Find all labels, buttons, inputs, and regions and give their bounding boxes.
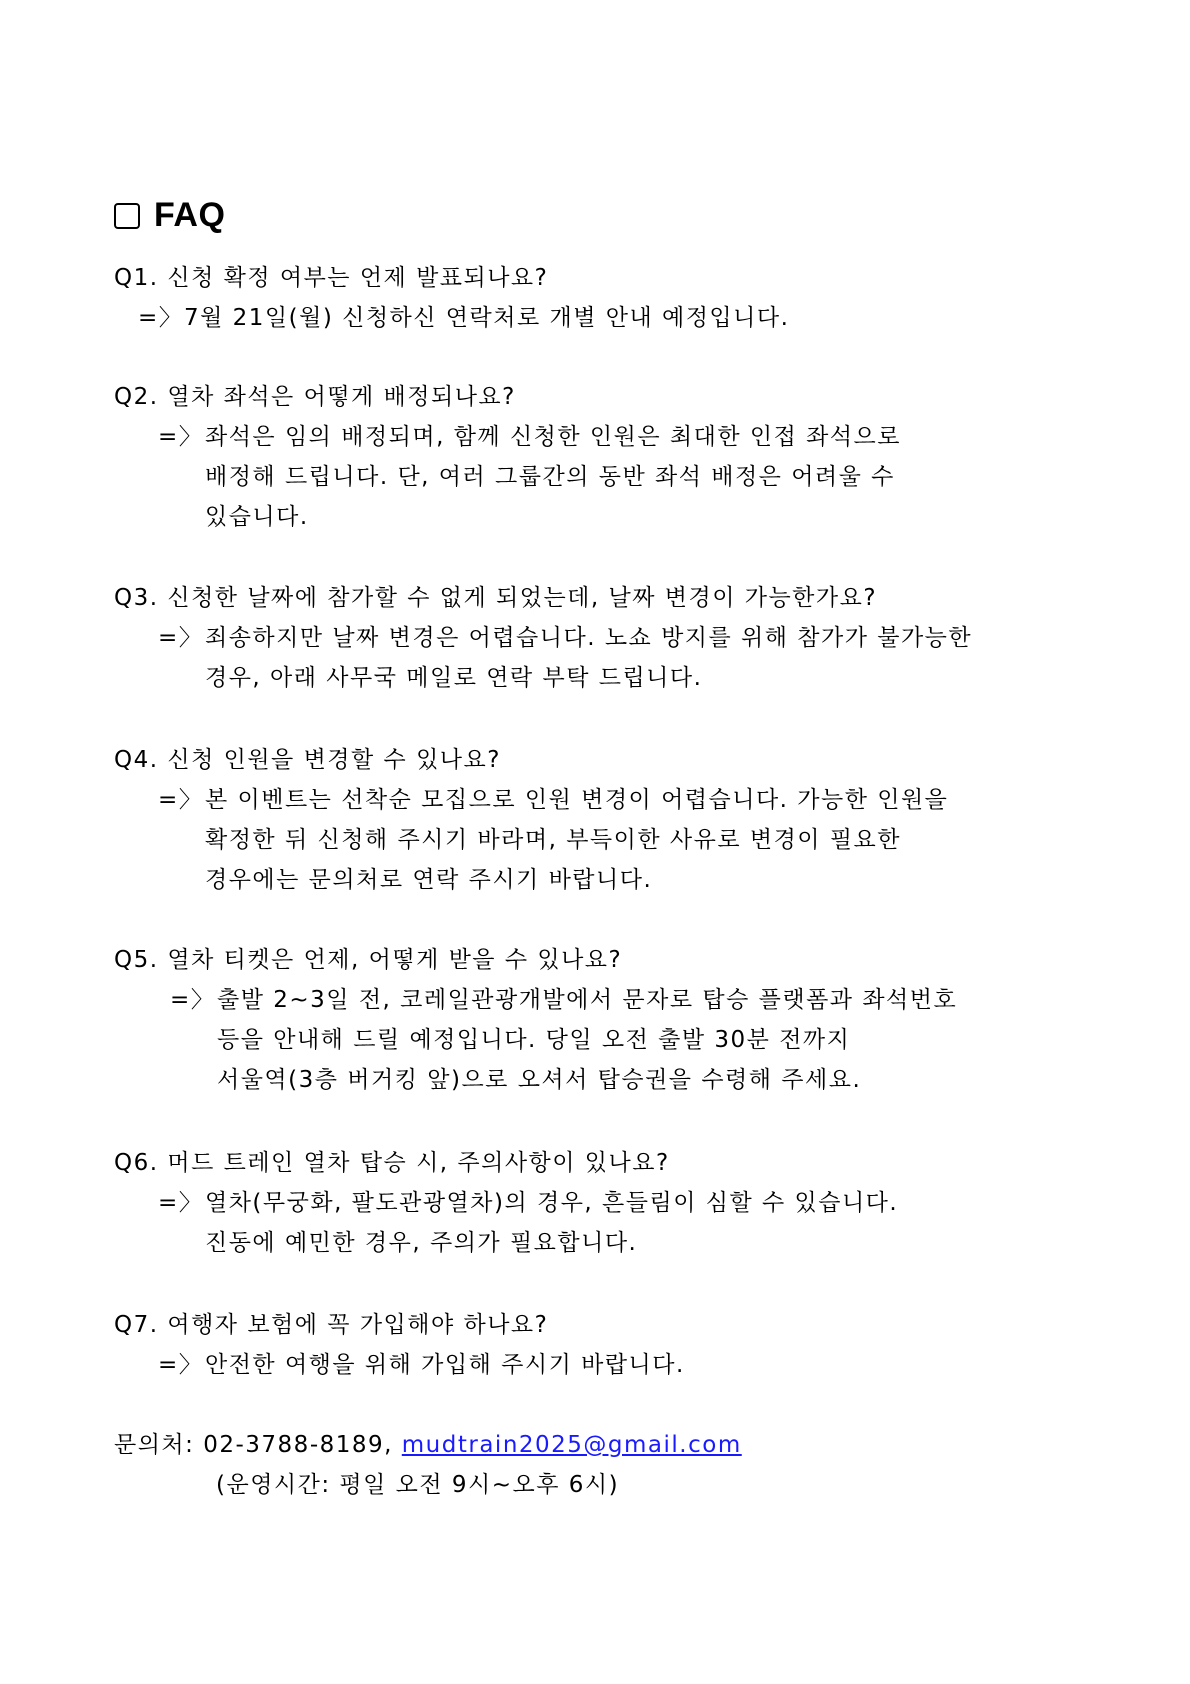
contact-label: 문의처: 02-3788-8189, xyxy=(114,1432,402,1458)
faq-heading xyxy=(114,196,225,235)
contact-block xyxy=(114,1425,742,1505)
arrow-icon: =〉 xyxy=(158,424,204,450)
email-link[interactable]: mudtrain2025@gmail.com xyxy=(401,1432,742,1458)
arrow-icon: =〉 xyxy=(138,305,184,331)
faq-item-5 xyxy=(114,940,1114,1100)
answer-line: 진동에 예민한 경우, 주의가 필요합니다. xyxy=(205,1230,638,1256)
faq-answer xyxy=(114,980,1114,1100)
arrow-icon: =〉 xyxy=(158,787,204,813)
answer-line: 경우, 아래 사무국 메일로 연락 부탁 드립니다. xyxy=(205,665,703,691)
answer-line: 본 이벤트는 선착순 모집으로 인원 변경이 어렵습니다. 가능한 인원을 xyxy=(205,787,949,813)
operating-hours: (운영시간: 평일 오전 9시~오후 6시) xyxy=(216,1472,620,1498)
answer-line: 죄송하지만 날짜 변경은 어렵습니다. 노쇼 방지를 위해 참가가 불가능한 xyxy=(205,625,973,651)
answer-line: 출발 2~3일 전, 코레일관광개발에서 문자로 탑승 플랫폼과 좌석번호 xyxy=(217,987,958,1013)
faq-question: Q6. 머드 트레인 열차 탑승 시, 주의사항이 있나요? xyxy=(114,1150,670,1176)
faq-title: FAQ xyxy=(154,196,226,234)
faq-item-2 xyxy=(114,377,1114,537)
faq-question: Q1. 신청 확정 여부는 언제 발표되나요? xyxy=(114,265,549,291)
faq-answer xyxy=(114,1183,1114,1263)
answer-line: 등을 안내해 드릴 예정입니다. 당일 오전 출발 30분 전까지 xyxy=(217,1027,851,1053)
faq-question: Q2. 열차 좌석은 어떻게 배정되나요? xyxy=(114,384,516,410)
arrow-icon: =〉 xyxy=(158,1190,204,1216)
faq-question: Q3. 신청한 날짜에 참가할 수 없게 되었는데, 날짜 변경이 가능한가요? xyxy=(114,585,878,611)
faq-item-7 xyxy=(114,1305,1114,1385)
faq-question: Q5. 열차 티켓은 언제, 어떻게 받을 수 있나요? xyxy=(114,947,623,973)
faq-answer xyxy=(114,1345,1114,1385)
answer-line: 열차(무궁화, 팔도관광열차)의 경우, 흔들림이 심할 수 있습니다. xyxy=(205,1190,899,1216)
answer-line: 있습니다. xyxy=(205,504,309,530)
answer-line: 7월 21일(월) 신청하신 연락처로 개별 안내 예정입니다. xyxy=(184,305,790,331)
answer-line: 안전한 여행을 위해 가입해 주시기 바랍니다. xyxy=(205,1352,685,1378)
answer-line: 배정해 드립니다. 단, 여러 그룹간의 동반 좌석 배정은 어려울 수 xyxy=(205,464,895,490)
faq-answer xyxy=(114,618,1114,698)
answer-line: 확정한 뒤 신청해 주시기 바라며, 부득이한 사유로 변경이 필요한 xyxy=(205,827,901,853)
faq-item-6 xyxy=(114,1143,1114,1263)
arrow-icon: =〉 xyxy=(170,987,216,1013)
answer-line: 좌석은 임의 배정되며, 함께 신청한 인원은 최대한 인접 좌석으로 xyxy=(205,424,901,450)
answer-line: 서울역(3층 버거킹 앞)으로 오셔서 탑승권을 수령해 주세요. xyxy=(217,1067,862,1093)
faq-question: Q7. 여행자 보험에 꼭 가입해야 하나요? xyxy=(114,1312,549,1338)
faq-answer xyxy=(114,298,1114,338)
contact-line xyxy=(114,1425,742,1465)
faq-answer xyxy=(114,780,1114,900)
faq-question: Q4. 신청 인원을 변경할 수 있나요? xyxy=(114,747,501,773)
checkbox-icon xyxy=(114,203,140,229)
faq-item-1 xyxy=(114,258,1114,338)
faq-answer xyxy=(114,417,1114,537)
arrow-icon: =〉 xyxy=(158,625,204,651)
faq-item-4 xyxy=(114,740,1114,900)
arrow-icon: =〉 xyxy=(158,1352,204,1378)
faq-item-3 xyxy=(114,578,1114,698)
answer-line: 경우에는 문의처로 연락 주시기 바랍니다. xyxy=(205,867,653,893)
